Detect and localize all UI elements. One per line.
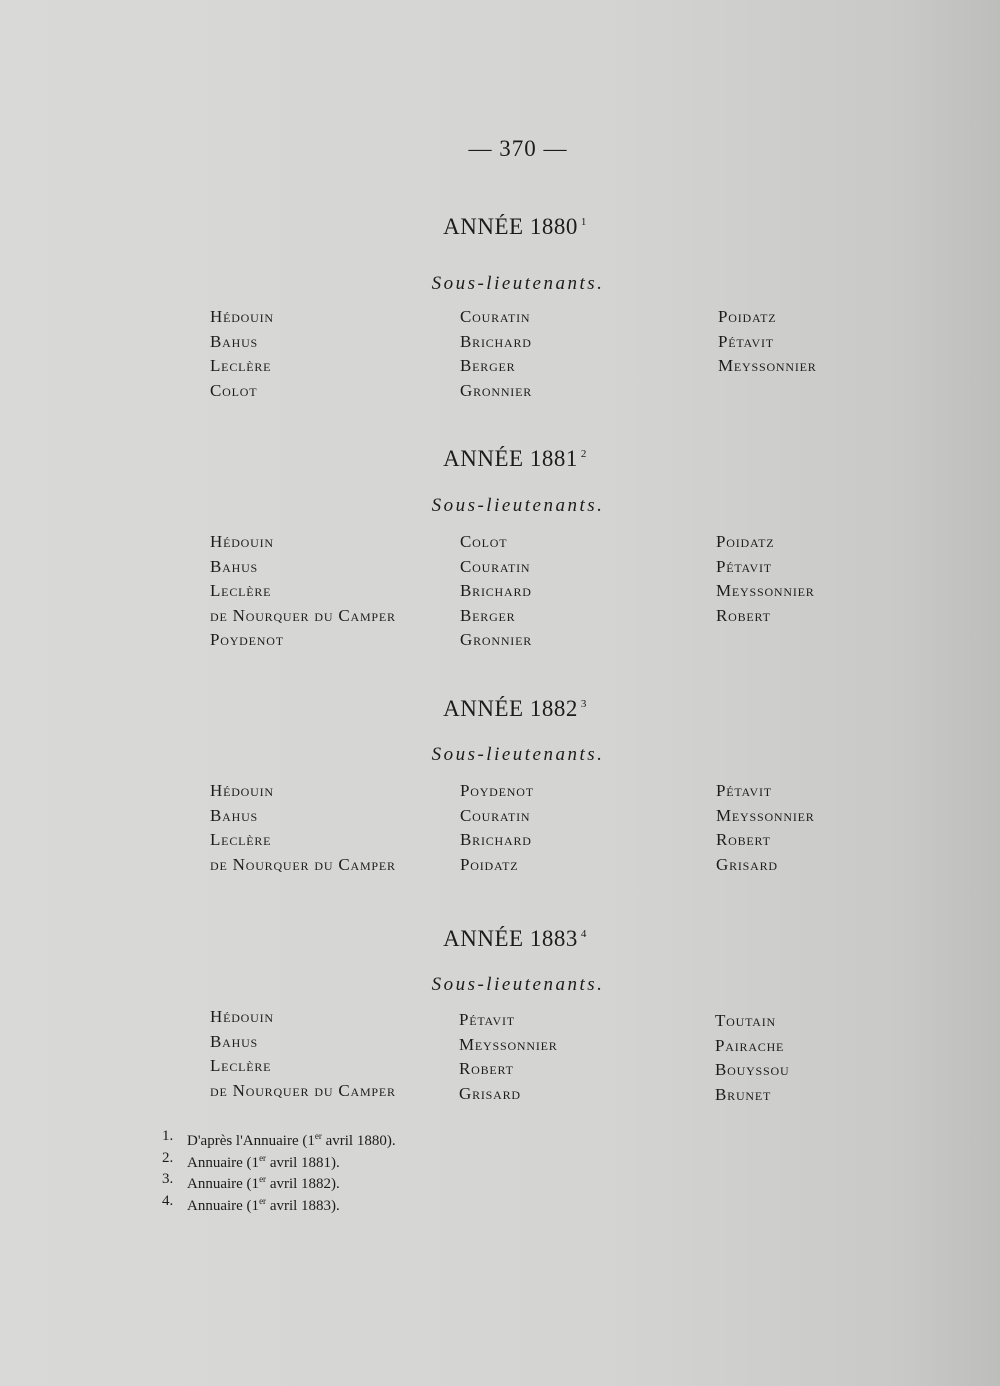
officer-name: Poidatz <box>716 532 775 551</box>
officer-name: Robert <box>716 605 771 625</box>
name-column-right <box>716 779 815 877</box>
officer-name: Bouyssou <box>715 1060 790 1079</box>
officer-name: Gronnier <box>460 630 533 649</box>
footnote <box>162 1150 396 1172</box>
name-column-middle <box>460 779 534 877</box>
rank-heading: Sous-lieutenants. <box>431 273 605 294</box>
footnote-number: 2. <box>162 1149 174 1166</box>
officer-name: Pétavit <box>718 331 774 351</box>
officer-name: Bahus <box>210 331 259 351</box>
officer-name: Berger <box>460 356 516 375</box>
name-column-right <box>715 1009 789 1107</box>
officer-name: Meyssonnier <box>716 581 815 600</box>
officer-name: Robert <box>716 830 771 849</box>
officer-name: Meyssonnier <box>718 356 817 375</box>
name-column-middle <box>460 305 532 403</box>
officer-name: Berger <box>460 605 516 625</box>
officer-name: Leclère <box>210 830 272 849</box>
officer-name: Leclère <box>210 356 272 375</box>
officer-name: Poidatz <box>460 854 519 874</box>
rank-heading: Sous-lieutenants. <box>431 974 605 995</box>
footnote-text: Annuaire (1er avril 1881). <box>187 1152 340 1171</box>
officer-name: de Nourquer du Camper <box>210 854 396 874</box>
officer-name: Pétavit <box>716 556 772 576</box>
officer-name: de Nourquer du Camper <box>210 1080 396 1100</box>
footnote-number: 1. <box>162 1128 174 1144</box>
officer-name: Hédouin <box>210 307 274 326</box>
officer-name: Meyssonnier <box>459 1034 558 1054</box>
officer-name: Bahus <box>210 556 259 576</box>
footnote-number: 4. <box>162 1192 174 1209</box>
year-heading: ANNÉE 1882 $^3$ <box>443 696 587 721</box>
officer-name: Pétavit <box>716 781 772 800</box>
footnote-text: Annuaire (1er avril 1883). <box>187 1195 340 1214</box>
officer-name: Leclère <box>210 581 272 600</box>
page-number: — 370 — <box>468 136 568 161</box>
footnote-text: Annuaire (1er avril 1882). <box>187 1174 340 1192</box>
officer-name: Brichard <box>460 581 532 600</box>
officer-name: Bahus <box>210 1031 259 1051</box>
footnote <box>162 1193 396 1215</box>
officer-name: Poydenot <box>460 781 534 800</box>
officer-name: Leclère <box>210 1056 272 1075</box>
officer-name: Poidatz <box>718 307 777 326</box>
footnote-ref: 2 <box>580 448 587 460</box>
name-column-left <box>210 305 274 403</box>
officer-name: Hédouin <box>210 532 274 551</box>
name-column-left <box>210 530 396 653</box>
name-column-middle <box>459 1008 558 1106</box>
officer-name: Grisard <box>459 1083 521 1103</box>
officer-name: Brichard <box>460 830 532 849</box>
name-column-left <box>210 1005 396 1103</box>
officer-name: Toutain <box>715 1011 777 1030</box>
officer-name: Pétavit <box>459 1010 515 1029</box>
name-column-middle <box>460 530 532 653</box>
footnote-ref: 1 <box>580 216 587 228</box>
officer-name: Meyssonnier <box>716 805 815 825</box>
footnote-ref: 3 <box>580 698 587 710</box>
officer-name: Gronnier <box>460 380 533 400</box>
officer-name: Colot <box>210 380 258 400</box>
officer-name: Couratin <box>460 307 531 326</box>
year-heading: ANNÉE 1883 $^4$ <box>443 926 587 951</box>
officer-name: Brunet <box>715 1084 772 1104</box>
officer-name: Brichard <box>460 331 532 351</box>
footnote-number: 3. <box>162 1171 174 1187</box>
officer-name: Bahus <box>210 805 259 825</box>
footnote <box>162 1171 396 1193</box>
year-heading: ANNÉE 1881 $^2$ <box>443 446 587 471</box>
officer-name: Couratin <box>460 556 531 576</box>
name-column-left <box>210 779 396 877</box>
rank-heading: Sous-lieutenants. <box>431 744 605 765</box>
year-heading: ANNÉE 1880 $^1$ <box>443 214 587 239</box>
name-column-right <box>716 530 815 628</box>
officer-name: Grisard <box>716 854 778 874</box>
rank-heading: Sous-lieutenants. <box>431 495 605 516</box>
officer-name: Hédouin <box>210 781 274 800</box>
name-column-right <box>718 305 817 379</box>
footnote-text: D'après l'Annuaire (1er avril 1880). <box>187 1131 396 1149</box>
officer-name: Poydenot <box>210 630 284 649</box>
officer-name: de Nourquer du Camper <box>210 605 396 625</box>
officer-name: Robert <box>459 1059 514 1078</box>
officer-name: Pairache <box>715 1035 785 1055</box>
officer-name: Hédouin <box>210 1007 274 1026</box>
footnotes <box>162 1128 396 1214</box>
footnote-ref: 4 <box>580 928 587 940</box>
officer-name: Colot <box>460 532 508 551</box>
officer-name: Couratin <box>460 805 531 825</box>
footnote <box>162 1128 396 1150</box>
